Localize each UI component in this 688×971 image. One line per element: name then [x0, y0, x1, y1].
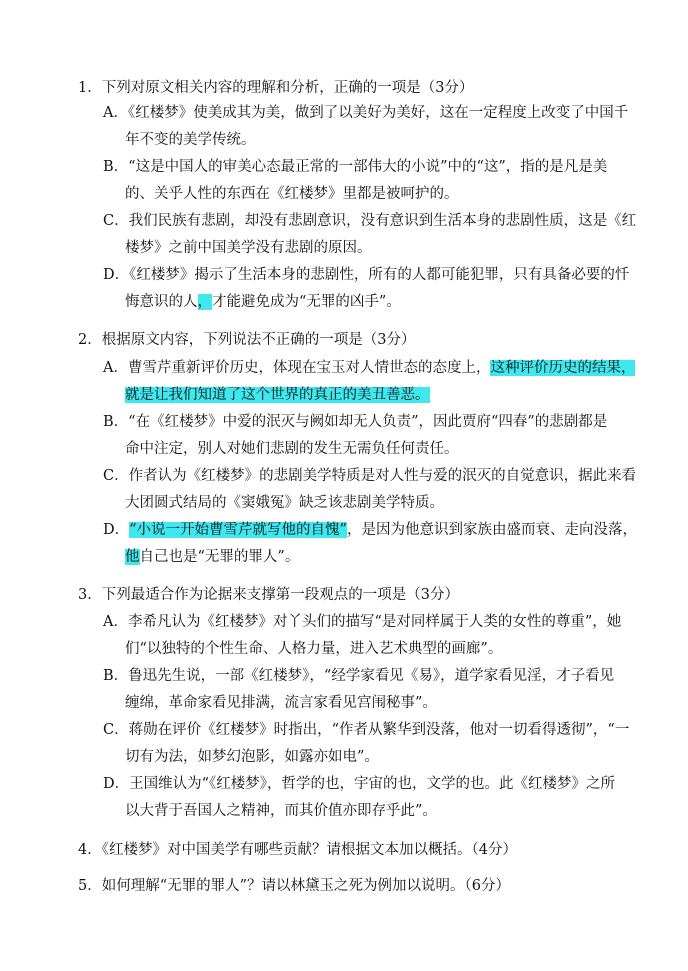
q2-d-label: D． — [103, 522, 130, 538]
q1-d-text-1: 悔意识的人 — [125, 294, 198, 310]
q2-d-text-2: 自己也是“无罪的罪人”。 — [139, 549, 300, 565]
q2-option-b-line1: B．“在《红楼梦》中爱的泯灭与阙如却无人负责”，因此贾府“四春”的悲剧都是 — [103, 414, 608, 430]
q2-option-b-line2: 命中注定，别人对她们悲剧的发生无需负任何责任。 — [125, 441, 459, 457]
q2-option-d-line1 — [103, 520, 637, 540]
q2-option-c-line2: 大团圆式结局的《窦娥冤》缺乏该悲剧美学特质。 — [125, 495, 444, 511]
q3-option-c-line1: C．蒋勋在评价《红楼梦》时指出，“作者从繁华到没落，他对一切看得透彻”，“一 — [103, 722, 630, 738]
q2-option-d-line2 — [125, 547, 299, 567]
q3-option-a-line2: 们“以独特的个性生命、人格力量，进入艺术典型的画廊”。 — [125, 641, 503, 657]
q2-a-highlight-2: 就是让我们知道了这个世界的真正的美丑善恶。 — [125, 387, 430, 403]
q1-option-a-line2: 年不变的美学传统。 — [125, 132, 256, 148]
q1-option-c-line2: 楼梦》之前中国美学没有悲剧的原因。 — [125, 240, 372, 256]
q3-stem: 3．下列最适合作为论据来支撑第一段观点的一项是（3分） — [78, 587, 459, 603]
q1-option-c-line1: C．我们民族有悲剧，却没有悲剧意识，没有意识到生活本身的悲剧性质，这是《红 — [103, 213, 637, 229]
q3-option-d-line1: D．王国维认为“《红楼梦》，哲学的也，宇宙的也，文学的也。此《红楼梦》之所 — [103, 776, 616, 792]
q3-option-b-line2: 缠绵，革命家看见排满，流言家看见宫闱秘事”。 — [125, 695, 437, 711]
q2-stem: 2．根据原文内容，下列说法不正确的一项是（3分） — [78, 332, 416, 348]
q2-option-a-line1 — [103, 358, 635, 378]
q1-option-d-line1: D．《红楼梦》揭示了生活本身的悲剧性，所有的人都可能犯罪，只有具备必要的忏 — [103, 267, 630, 283]
q2-d-text: ，是因为他意识到家族由盛而衰、走向没落， — [346, 522, 637, 538]
q1-d-highlight: ， — [197, 294, 212, 310]
q1-stem: 1．下列对原文相关内容的理解和分析，正确的一项是（3分） — [78, 80, 474, 96]
q2-d-highlight-1: “小说一开始曹雪芹就写他的自愧” — [129, 522, 347, 538]
q4-stem: 4．《红楼梦》对中国美学有哪些贡献？请根据文本加以概括。（4分） — [78, 842, 517, 858]
q1-option-b-line2: 的、关乎人性的东西在《红楼梦》里都是被呵护的。 — [125, 186, 459, 202]
q5-stem: 5．如何理解“无罪的罪人”？请以林黛玉之死为例加以说明。（6分） — [78, 878, 511, 894]
q3-option-a-line1: A．李希凡认为《红楼梦》对丫头们的描写“是对同样属于人类的女性的尊重”，她 — [103, 614, 622, 630]
q3-option-b-line1: B．鲁迅先生说，一部《红楼梦》，“经学家看见《易》，道学家看见淫，才子看见 — [103, 668, 615, 684]
q1-option-d-line2 — [125, 292, 401, 312]
q2-option-c-line1: C．作者认为《红楼梦》的悲剧美学特质是对人性与爱的泯灭的自觉意识，据此来看 — [103, 468, 637, 484]
q2-a-text: A．曹雪芹重新评价历史，体现在宝玉对人情世态的态度上， — [103, 360, 491, 376]
q1-d-text-2: 才能避免成为“无罪的凶手”。 — [212, 294, 401, 310]
q2-a-highlight-1: 这种评价历史的结果， — [490, 360, 636, 376]
q2-d-highlight-2: 他 — [125, 549, 140, 565]
q2-option-a-line2 — [125, 385, 430, 405]
q1-option-a-line1: A．《红楼梦》使美成其为美，做到了以美好为美好，这在一定程度上改变了中国千 — [103, 105, 629, 121]
q1-option-b-line1: B．“这是中国人的审美心态最正常的一部伟大的小说”中的“这”，指的是凡是美 — [103, 159, 608, 175]
q3-option-d-line2: 以大背于吾国人之精神，而其价值亦即存乎此”。 — [125, 803, 437, 819]
q3-option-c-line2: 切有为法，如梦幻泡影，如露亦如电”。 — [125, 749, 379, 765]
